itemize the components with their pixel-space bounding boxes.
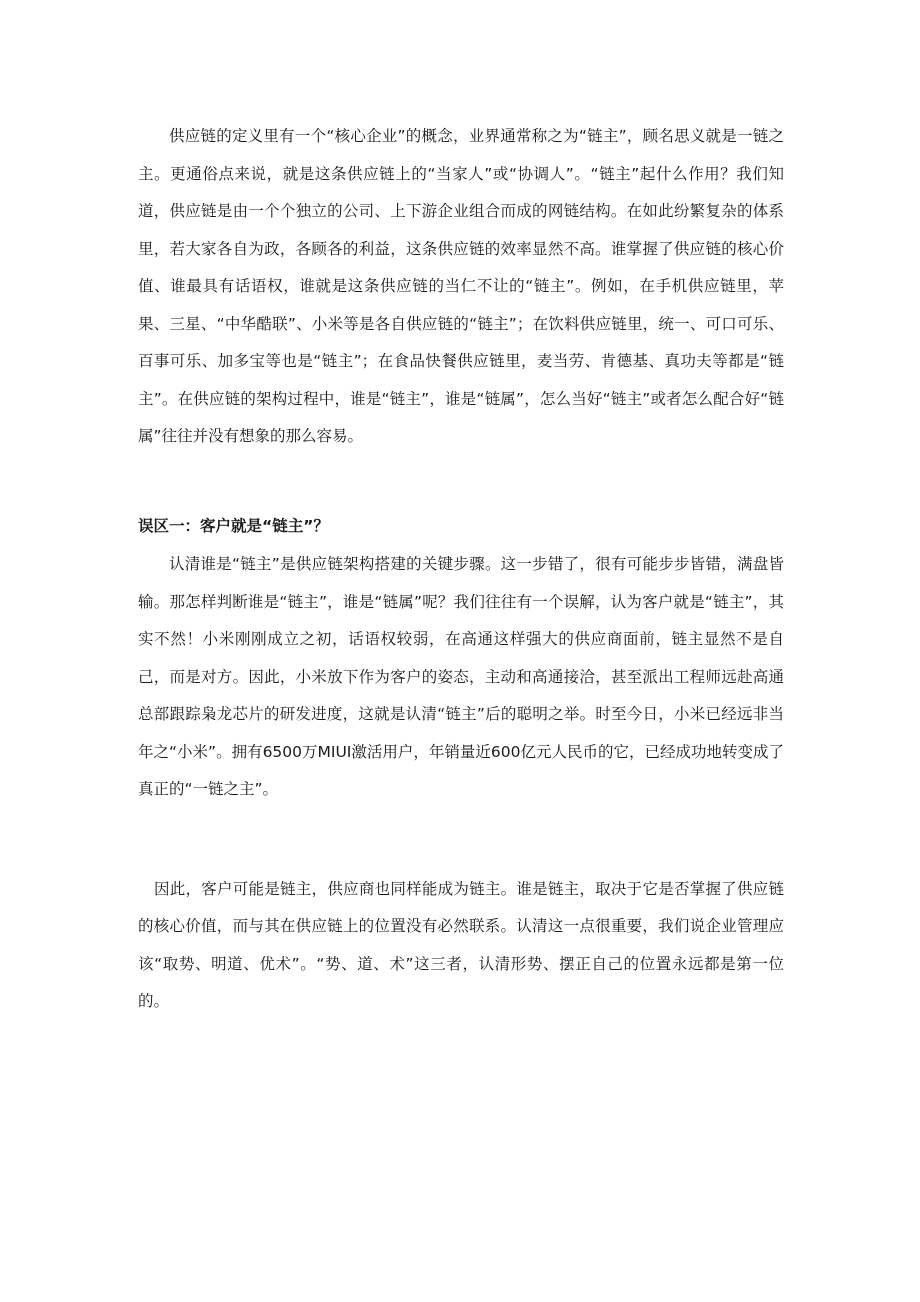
spacer <box>138 809 784 871</box>
section-heading: 误区一：客户就是“链主”？ <box>138 516 329 535</box>
spacer <box>138 456 784 508</box>
section-paragraph: 认清谁是“链主”是供应链架构搭建的关键步骤。这一步错了，很有可能步步皆错，满盘皆输。那怎样判断谁是“链主”，谁是“链属”呢？我们往往有一个误解，认为客户就是“链主”，其实不然！小米刚刚成立之初，话语权较弱，在高通这样强大的供应商面前，链主显然不是自己，而是对方。因此，小米放下作为客户的姿态，主动和高通接洽，甚至派出工程师远赴高通总部跟踪枭龙芯片的研发进度，这就是认清“链主”后的聪明之举。时至今日，小米已经远非当年之“小米”。拥有6500万MIUI激活用户，年销量近600亿元人民币的它，已经成功地转变成了真正的“一链之主”。 <box>138 555 784 798</box>
conclusion-paragraph: 因此，客户可能是链主，供应商也同样能成为链主。谁是链主，取决于它是否掌握了供应链的核心价值，而与其在供应链上的位置没有必然联系。认清这一点很重要，我们说企业管理应该“取势、明道、优术”。“势、道、术”这三者，认清形势、摆正自己的位置永远都是第一位的。 <box>138 879 784 1010</box>
intro-paragraph: 供应链的定义里有一个“核心企业”的概念，业界通常称之为“链主”，顾名思义就是一链之主。更通俗点来说，就是这条供应链上的“当家人”或“协调人”。“链主”起什么作用？我们知道，供应链是由一个个独立的公司、上下游企业组合而成的网链结构。在如此纷繁复杂的体系里，若大家各自为政，各顾各的利益，这条供应链的效率显然不高。谁掌握了供应链的核心价值、谁最具有话语权，谁就是这条供应链的当仁不让的“链主”。例如，在手机供应链里，苹果、三星、“中华酷联”、小米等是各自供应链的“链主”；在饮料供应链里，统一、可口可乐、百事可乐、加多宝等也是“链主”；在食品快餐供应链里，麦当劳、肯德基、真功夫等都是“链主”。在供应链的架构过程中，谁是“链主”，谁是“链属”，怎么当好“链主”或者怎么配合好“链属”往往并没有想象的那么容易。 <box>138 127 784 445</box>
document-page <box>138 118 784 1021</box>
